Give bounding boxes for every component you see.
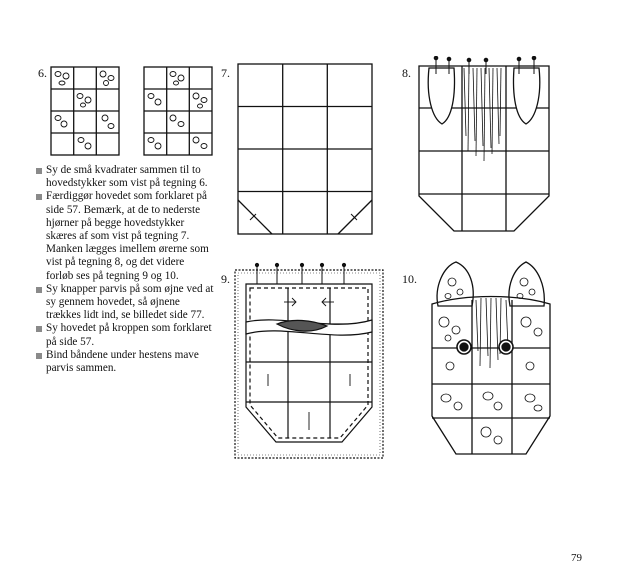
head-piece-left — [51, 67, 119, 155]
figure-8-drawing — [414, 56, 554, 236]
figure-7-number: 7. — [221, 66, 230, 80]
instruction-item: Færdiggør hovedet som forklaret på side 57. Bemærk, at de to nederste hjørner på begge hovedstykker skæres af som vist på tegning 7. Manken lægges imellem ørerne som vist på tegning 8, og det videre forløb ses på tegning 9 og 10. — [36, 190, 214, 282]
figure-8-number: 8. — [402, 66, 411, 80]
instruction-item: Sy hovedet på kroppen som forklaret på side 57. — [36, 322, 214, 348]
instruction-list — [36, 164, 214, 375]
head-piece-right — [144, 67, 212, 155]
bullet-icon — [36, 168, 42, 174]
bullet-icon — [36, 353, 42, 359]
figure-6-number: 6. — [38, 66, 47, 80]
figure-7-drawing — [236, 62, 376, 237]
instruction-item: Bind båndene under hestens mave parvis sammen. — [36, 349, 214, 375]
figure-6-drawing — [50, 66, 215, 158]
bullet-icon — [36, 287, 42, 293]
page-number: 79 — [571, 552, 582, 564]
bullet-icon — [36, 326, 42, 332]
bullet-icon — [36, 194, 42, 200]
instruction-item: Sy de små kvadrater sammen til to hovedstykker som vist på tegning 6. — [36, 164, 214, 190]
instruction-item: Sy knapper parvis på som øjne ved at sy gennem hovedet, så øjnene trækkes lidt ind, se billedet side 77. — [36, 283, 214, 323]
figure-9-drawing — [232, 262, 387, 462]
figure-10-number: 10. — [402, 272, 417, 286]
figure-9-number: 9. — [221, 272, 230, 286]
figure-10-drawing — [426, 256, 556, 461]
